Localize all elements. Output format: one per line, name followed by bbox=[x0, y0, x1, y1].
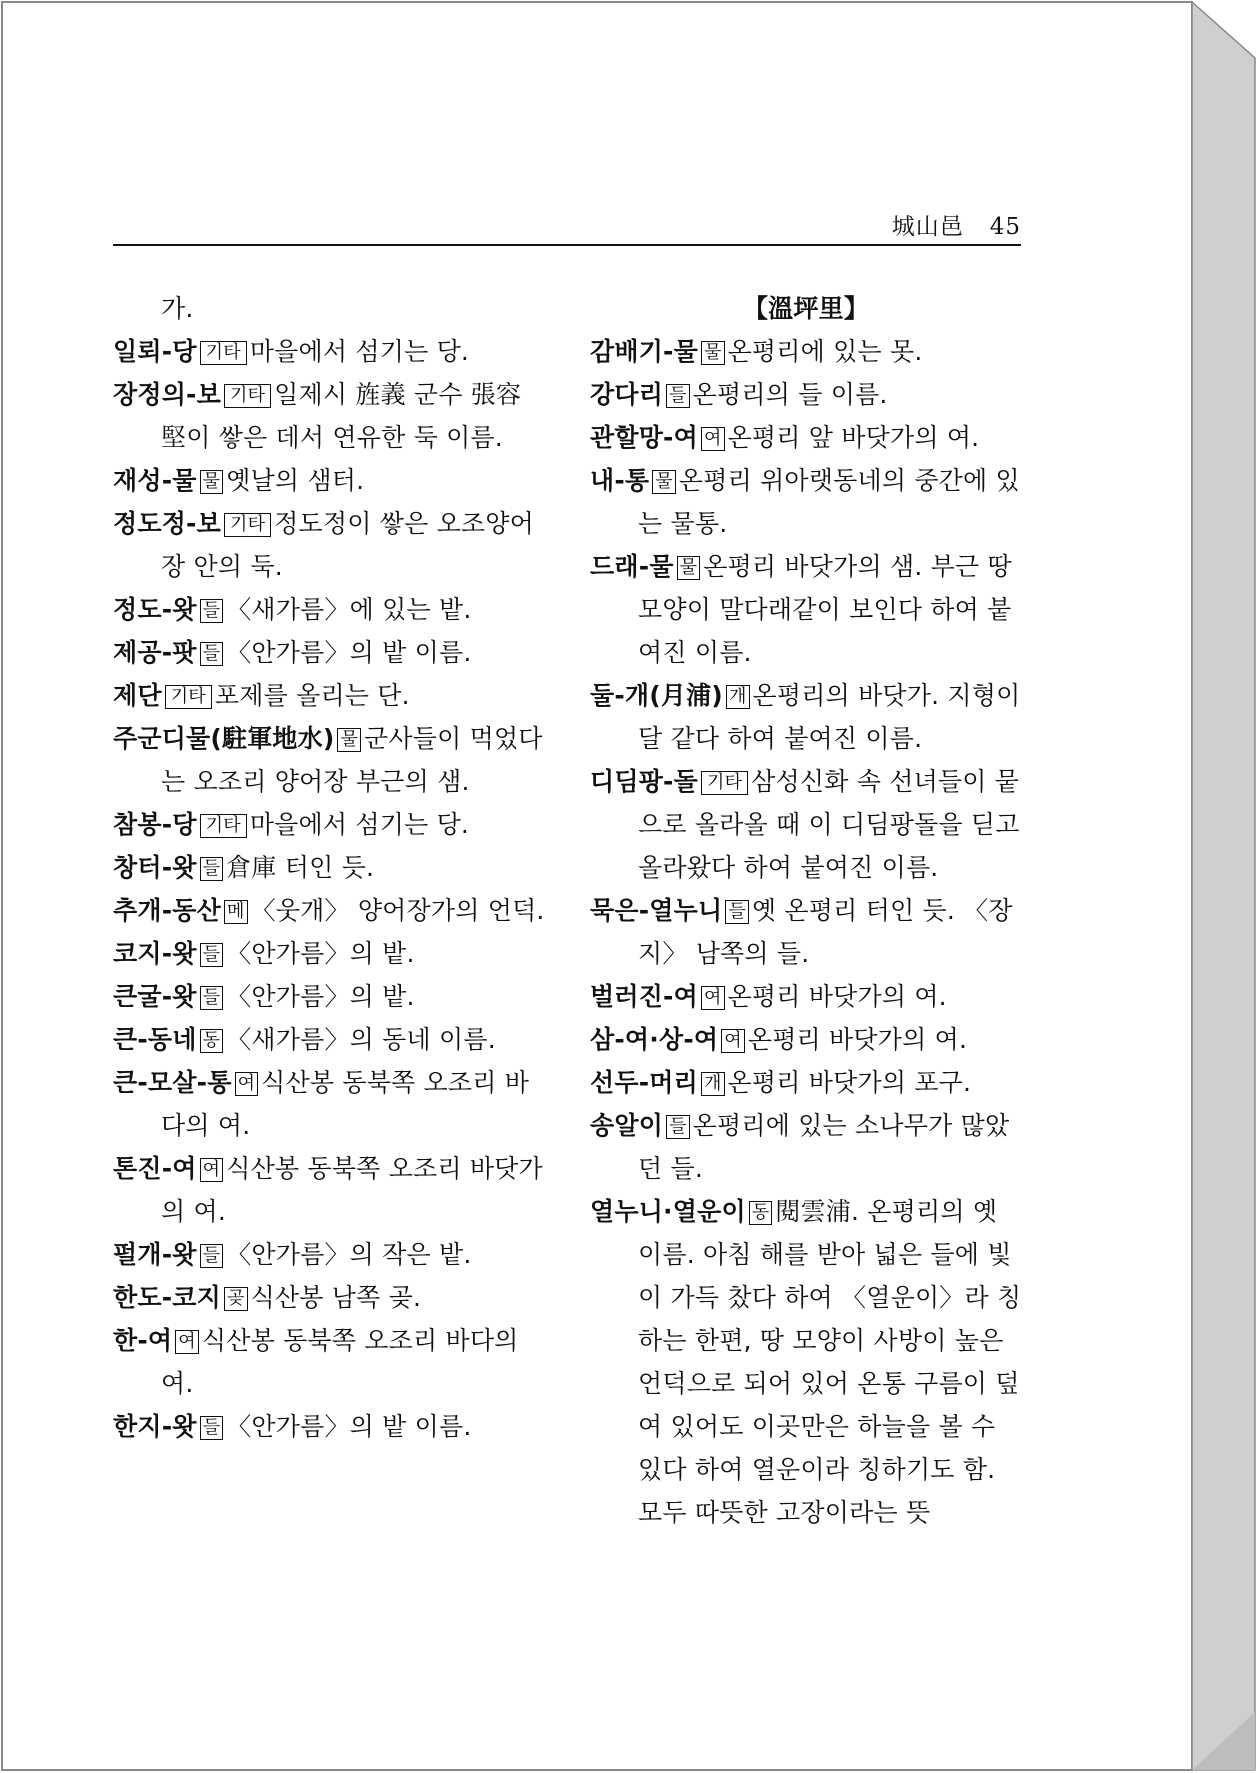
dictionary-entry bbox=[590, 330, 1022, 373]
entry-term: 내-통 bbox=[590, 466, 650, 495]
running-head bbox=[892, 208, 1021, 241]
dictionary-entry bbox=[590, 1104, 1022, 1190]
category-tag: 물 bbox=[337, 728, 361, 752]
entry-definition: 〈안가름〉의 밭 이름. bbox=[226, 638, 472, 667]
category-tag: 기타 bbox=[224, 384, 271, 408]
category-tag: 여 bbox=[701, 986, 725, 1010]
entry-definition: 온평리 앞 바닷가의 여. bbox=[727, 423, 980, 452]
dictionary-entry bbox=[590, 373, 1022, 416]
category-tag: 들 bbox=[666, 1115, 690, 1139]
dictionary-entry bbox=[590, 416, 1022, 459]
dictionary-entry bbox=[113, 373, 545, 459]
category-tag: 여 bbox=[235, 1072, 259, 1096]
category-tag: 여 bbox=[175, 1330, 199, 1354]
category-tag: 여 bbox=[721, 1029, 745, 1053]
category-tag: 기타 bbox=[200, 341, 247, 365]
dictionary-entry bbox=[113, 975, 545, 1018]
entry-definition: 식산봉 동북쪽 오조리 바닷가의 여. bbox=[161, 1154, 543, 1226]
entry-term: 큰-모살-통 bbox=[113, 1068, 232, 1097]
dictionary-entry bbox=[590, 975, 1022, 1018]
dictionary-entry bbox=[113, 1233, 545, 1276]
right-column bbox=[590, 287, 1022, 1534]
entry-term: 코지-왓 bbox=[113, 939, 197, 968]
entry-definition: 〈안가름〉의 밭. bbox=[226, 939, 415, 968]
continued-fragment: 가. bbox=[161, 294, 194, 323]
entry-term: 제공-팟 bbox=[113, 638, 197, 667]
category-tag: 여 bbox=[200, 1158, 224, 1182]
entry-term: 삼-여·상-여 bbox=[590, 1025, 719, 1054]
dictionary-entry bbox=[113, 1147, 545, 1233]
entry-definition: 식산봉 동북쪽 오조리 바다의 여. bbox=[161, 1068, 530, 1140]
entry-definition: 일제시 旌義 군수 張容堅이 쌓은 데서 연유한 둑 이름. bbox=[161, 380, 522, 452]
entry-definition: 倉庫 터인 듯. bbox=[226, 853, 375, 882]
entry-term: 장정의-보 bbox=[113, 380, 221, 409]
category-tag: 개 bbox=[701, 1072, 725, 1096]
entry-definition: 온평리 위아랫동네의 중간에 있는 물통. bbox=[638, 466, 1020, 538]
category-tag: 물 bbox=[652, 470, 676, 494]
category-tag: 들 bbox=[200, 943, 224, 967]
entry-term: 열누니·열운이 bbox=[590, 1197, 746, 1226]
dictionary-entry bbox=[113, 1018, 545, 1061]
entry-definition: 〈웃개〉 양어장가의 언덕. bbox=[250, 896, 545, 925]
entry-definition: 마을에서 섬기는 당. bbox=[249, 810, 470, 839]
entry-definition: 온평리의 들 이름. bbox=[692, 380, 888, 409]
dictionary-entry bbox=[113, 717, 545, 803]
category-tag: 물 bbox=[701, 341, 725, 365]
category-tag: 들 bbox=[200, 986, 224, 1010]
section-name: 城山邑 bbox=[891, 214, 964, 240]
entry-term: 주군디물(駐軍地水) bbox=[113, 724, 335, 753]
entry-definition: 식산봉 남쪽 곶. bbox=[250, 1283, 422, 1312]
entry-term: 강다리 bbox=[590, 380, 664, 409]
dictionary-entry bbox=[113, 803, 545, 846]
entry-definition: 〈새가름〉에 있는 밭. bbox=[226, 595, 472, 624]
category-tag: 물 bbox=[677, 556, 701, 580]
entry-term: 추개-동산 bbox=[113, 896, 221, 925]
entry-term: 큰굴-왓 bbox=[113, 982, 197, 1011]
category-tag: 개 bbox=[726, 685, 750, 709]
dictionary-entry bbox=[590, 459, 1022, 545]
entry-term: 일뢰-당 bbox=[113, 337, 197, 366]
category-tag: 곶 bbox=[224, 1287, 248, 1311]
entry-definition: 〈안가름〉의 작은 밭. bbox=[226, 1240, 472, 1269]
dictionary-entry bbox=[113, 588, 545, 631]
entry-term: 디딤팡-돌 bbox=[590, 767, 698, 796]
dictionary-entry bbox=[113, 889, 545, 932]
entry-term: 정도-왓 bbox=[113, 595, 197, 624]
entry-term: 한도-코지 bbox=[113, 1283, 221, 1312]
page-header bbox=[113, 208, 1021, 246]
dictionary-entry bbox=[590, 889, 1022, 975]
dictionary-entry bbox=[590, 1190, 1022, 1534]
category-tag: 들 bbox=[200, 857, 224, 881]
entry-definition: 〈안가름〉의 밭. bbox=[226, 982, 415, 1011]
section-title: 【溫坪里】 bbox=[742, 294, 869, 323]
entry-definition: 온평리에 있는 못. bbox=[727, 337, 923, 366]
dictionary-entry bbox=[113, 502, 545, 588]
left-entry-list bbox=[113, 330, 545, 1448]
page-number: 45 bbox=[989, 214, 1021, 240]
entry-term: 재성-물 bbox=[113, 466, 197, 495]
category-tag: 기타 bbox=[224, 513, 271, 537]
entry-definition: 온평리 바닷가의 포구. bbox=[727, 1068, 972, 1097]
entry-term: 묵은-열누니 bbox=[590, 896, 723, 925]
dictionary-entry bbox=[590, 760, 1022, 889]
category-tag: 들 bbox=[200, 1244, 224, 1268]
entry-definition: 〈새가름〉의 동네 이름. bbox=[226, 1025, 496, 1054]
entry-term: 관할망-여 bbox=[590, 423, 698, 452]
category-tag: 동 bbox=[200, 1029, 224, 1053]
entry-definition: 정도정이 쌓은 오조양어장 안의 둑. bbox=[161, 509, 534, 581]
dictionary-entry bbox=[113, 1319, 545, 1405]
entry-term: 참봉-당 bbox=[113, 810, 197, 839]
entry-definition: 온평리의 바닷가. 지형이 달 같다 하여 붙여진 이름. bbox=[638, 681, 1021, 753]
entry-definition: 옛날의 샘터. bbox=[226, 466, 365, 495]
entry-term: 선두-머리 bbox=[590, 1068, 698, 1097]
dictionary-entry bbox=[113, 1405, 545, 1448]
entry-definition: 온평리에 있는 소나무가 많았던 들. bbox=[638, 1111, 1010, 1183]
category-tag: 기타 bbox=[165, 685, 212, 709]
entry-definition: 〈안가름〉의 밭 이름. bbox=[226, 1412, 472, 1441]
entry-term: 큰-동네 bbox=[113, 1025, 197, 1054]
entry-definition: 온평리 바닷가의 여. bbox=[727, 982, 947, 1011]
entry-term: 톤진-여 bbox=[113, 1154, 197, 1183]
entry-definition: 옛 온평리 터인 듯. 〈장지〉 남쪽의 들. bbox=[638, 896, 1013, 968]
dictionary-entry bbox=[113, 932, 545, 975]
category-tag: 메 bbox=[224, 900, 248, 924]
dictionary-entry bbox=[113, 459, 545, 502]
dictionary-entry bbox=[113, 631, 545, 674]
category-tag: 들 bbox=[200, 642, 224, 666]
entry-term: 제단 bbox=[113, 681, 162, 710]
category-tag: 기타 bbox=[200, 814, 247, 838]
entry-definition: 포제를 올리는 단. bbox=[214, 681, 410, 710]
left-column bbox=[113, 287, 545, 1448]
entry-definition: 閱雲浦. 온평리의 옛 이름. 아침 해를 받아 넓은 들에 빛이 가득 찼다 하여 〈열운이〉라 칭하는 한편, 땅 모양이 사방이 높은 언덕으로 되어 있어 온통 구름이 덮여 있어도 이곳만은 하늘을 볼 수 있다 하여 열운이라 칭하기도 함. 모두 따뜻한 고장이라는 뜻 bbox=[638, 1197, 1022, 1527]
dictionary-entry bbox=[113, 674, 545, 717]
entry-definition: 마을에서 섬기는 당. bbox=[249, 337, 470, 366]
entry-term: 정도정-보 bbox=[113, 509, 221, 538]
right-entry-list bbox=[590, 330, 1022, 1534]
entry-term: 감배기-물 bbox=[590, 337, 698, 366]
entry-term: 드래-물 bbox=[590, 552, 674, 581]
entry-term: 한지-왓 bbox=[113, 1412, 197, 1441]
entry-term: 창터-왓 bbox=[113, 853, 197, 882]
dictionary-entry bbox=[113, 846, 545, 889]
entry-term: 한-여 bbox=[113, 1326, 173, 1355]
entry-definition: 삼성신화 속 선녀들이 뭍으로 올라올 때 이 디딤팡돌을 딛고 올라왔다 하여 붙여진 이름. bbox=[638, 767, 1020, 882]
category-tag: 들 bbox=[200, 1416, 224, 1440]
dictionary-entry bbox=[590, 1018, 1022, 1061]
category-tag: 물 bbox=[200, 470, 224, 494]
entry-definition: 온평리 바닷가의 샘. 부근 땅 모양이 말다래같이 보인다 하여 붙여진 이름. bbox=[638, 552, 1012, 667]
dictionary-entry bbox=[113, 1061, 545, 1147]
entry-term: 송알이 bbox=[590, 1111, 664, 1140]
entry-term: 벌러진-여 bbox=[590, 982, 698, 1011]
entry-definition: 온평리 바닷가의 여. bbox=[747, 1025, 968, 1054]
dictionary-entry bbox=[113, 1276, 545, 1319]
category-tag: 들 bbox=[725, 900, 749, 924]
entry-definition: 식산봉 동북쪽 오조리 바다의 여. bbox=[161, 1326, 519, 1398]
category-tag: 여 bbox=[701, 427, 725, 451]
category-tag: 들 bbox=[666, 384, 690, 408]
category-tag: 동 bbox=[749, 1201, 773, 1225]
entry-term: 둘-개(月浦) bbox=[590, 681, 723, 710]
category-tag: 들 bbox=[200, 599, 224, 623]
dictionary-entry bbox=[590, 545, 1022, 674]
entry-definition: 군사들이 먹었다는 오조리 양어장 부근의 샘. bbox=[161, 724, 543, 796]
dictionary-entry bbox=[113, 330, 545, 373]
dictionary-entry bbox=[590, 1061, 1022, 1104]
entry-term: 펄개-왓 bbox=[113, 1240, 197, 1269]
category-tag: 기타 bbox=[701, 771, 748, 795]
dictionary-entry bbox=[590, 674, 1022, 760]
